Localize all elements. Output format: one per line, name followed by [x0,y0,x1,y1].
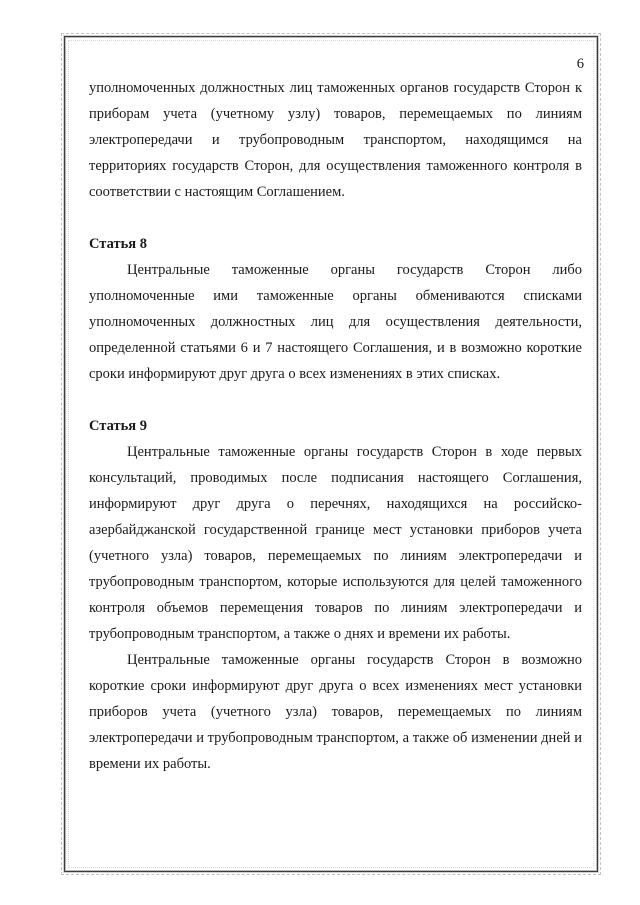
article-9-paragraph-1: Центральные таможенные органы государств Сторон в ходе первых консультаций, проводимых после подписания настоящего Соглашения, информируют друг друга о перечнях, находящихся на российско-азербайджанской государственной границе мест установки приборов учета (учетного узла) товаров, перемещаемых по линиям электропередачи и трубопроводным транспортом, которые используются для целей таможенного контроля объемов перемещения товаров по линиям электропередачи и трубопроводным транспортом, а также о днях и времени их работы. [89,444,582,642]
article-9-heading: Статья 9 [89,418,147,434]
article-9-paragraph-2: Центральные таможенные органы государств Сторон в возможно короткие сроки информируют друг друга о всех изменениях мест установки приборов учета (учетного узла) товаров, перемещаемых по линиям электропередачи и трубопроводным транспортом, а также об изменении дней и времени их работы. [89,652,582,772]
document-body [89,75,582,777]
spacer [89,387,582,413]
article-8-paragraph: Центральные таможенные органы государств Сторон либо уполномоченные ими таможенные органы обмениваются списками уполномоченных должностных лиц для осуществления деятельности, определенной статьями 6 и 7 настоящего Соглашения, и в возможно короткие сроки информируют друг друга о всех изменениях в этих списках. [89,262,582,382]
page-number: 6 [576,56,584,72]
spacer [89,205,582,231]
article-8-heading: Статья 8 [89,236,147,252]
intro-paragraph: уполномоченных должностных лиц таможенных органов государств Сторон к приборам учета (учетному узлу) товаров, перемещаемых по линиям электропередачи и трубопроводным транспортом, находящимся на территориях государств Сторон, для осуществления таможенного контроля в соответствии с настоящим Соглашением. [89,80,582,200]
